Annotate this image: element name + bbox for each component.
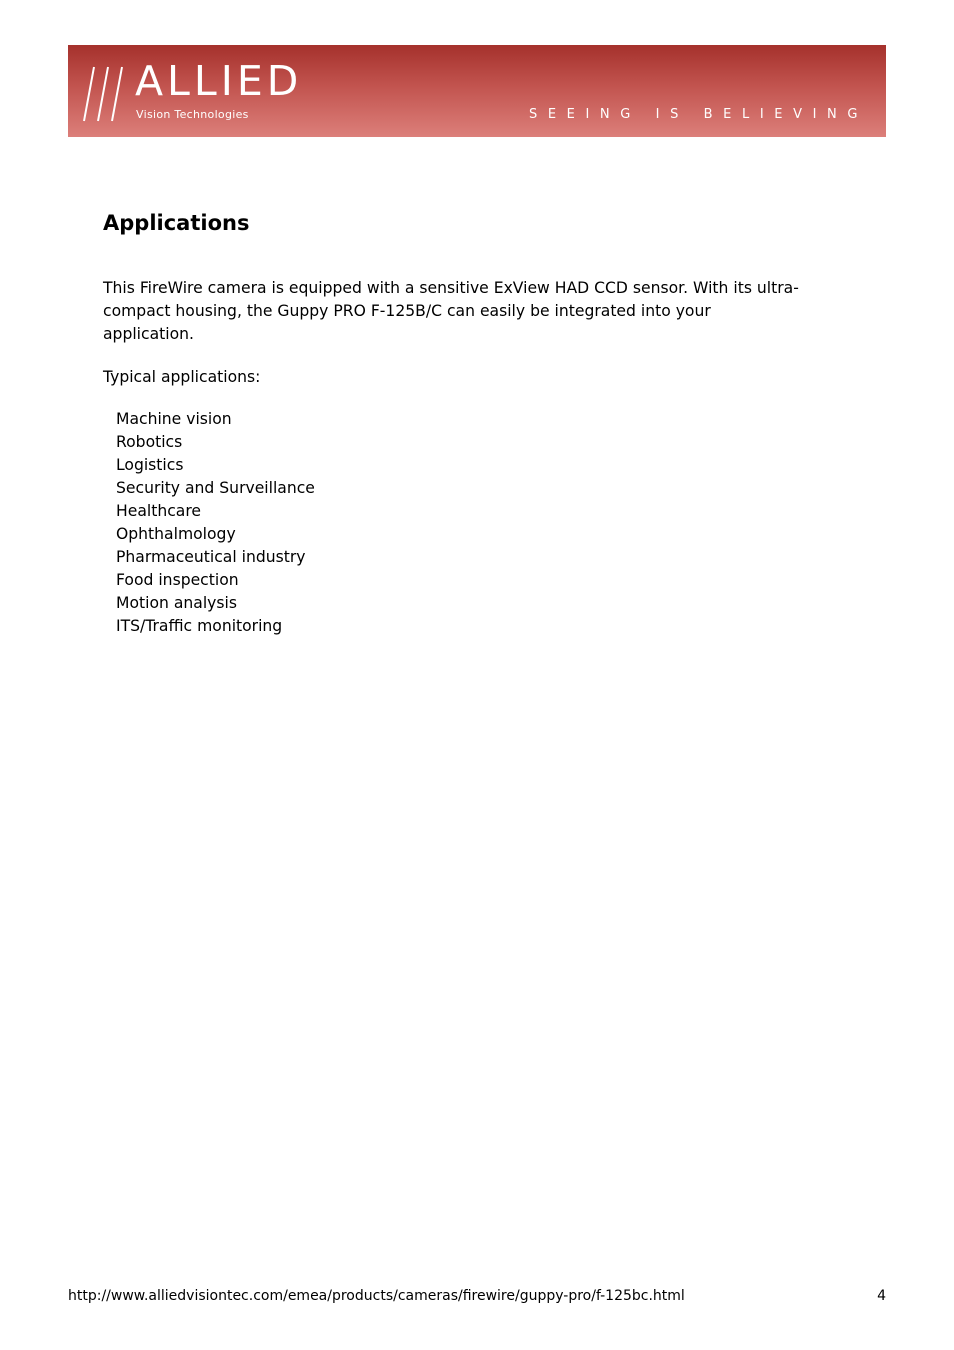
logo-slashes-icon [82, 65, 132, 123]
page-number: 4 [877, 1288, 886, 1304]
list-item: Pharmaceutical industry [116, 548, 306, 566]
intro-paragraph: This FireWire camera is equipped with a sensitive ExView HAD CCD sensor. With its ultra-compact housing, the Guppy PRO F-125B/C can easily be integrated into your application. [103, 279, 799, 343]
list-item: Food inspection [116, 571, 239, 589]
header-banner [68, 45, 886, 137]
page-title: Applications [103, 211, 250, 235]
list-item: Machine vision [116, 410, 232, 428]
tagline: SEEING IS BELIEVING [528, 107, 868, 122]
list-item: ITS/Traffic monitoring [116, 617, 283, 635]
logo-subtext: Vision Technologies [136, 108, 249, 121]
page-content [103, 208, 803, 638]
list-item: Security and Surveillance [116, 479, 315, 497]
logo-wordmark: ALLIED [135, 57, 303, 105]
applications-list [103, 408, 803, 638]
list-item: Healthcare [116, 502, 201, 520]
allied-logo [82, 57, 312, 125]
list-item: Ophthalmology [116, 525, 236, 543]
list-item: Logistics [116, 456, 184, 474]
typical-applications-label: Typical applications: [103, 368, 261, 386]
list-item: Motion analysis [116, 594, 237, 612]
list-item: Robotics [116, 433, 183, 451]
footer-url: http://www.alliedvisiontec.com/emea/products/cameras/firewire/guppy-pro/f-125bc.html [68, 1288, 685, 1304]
